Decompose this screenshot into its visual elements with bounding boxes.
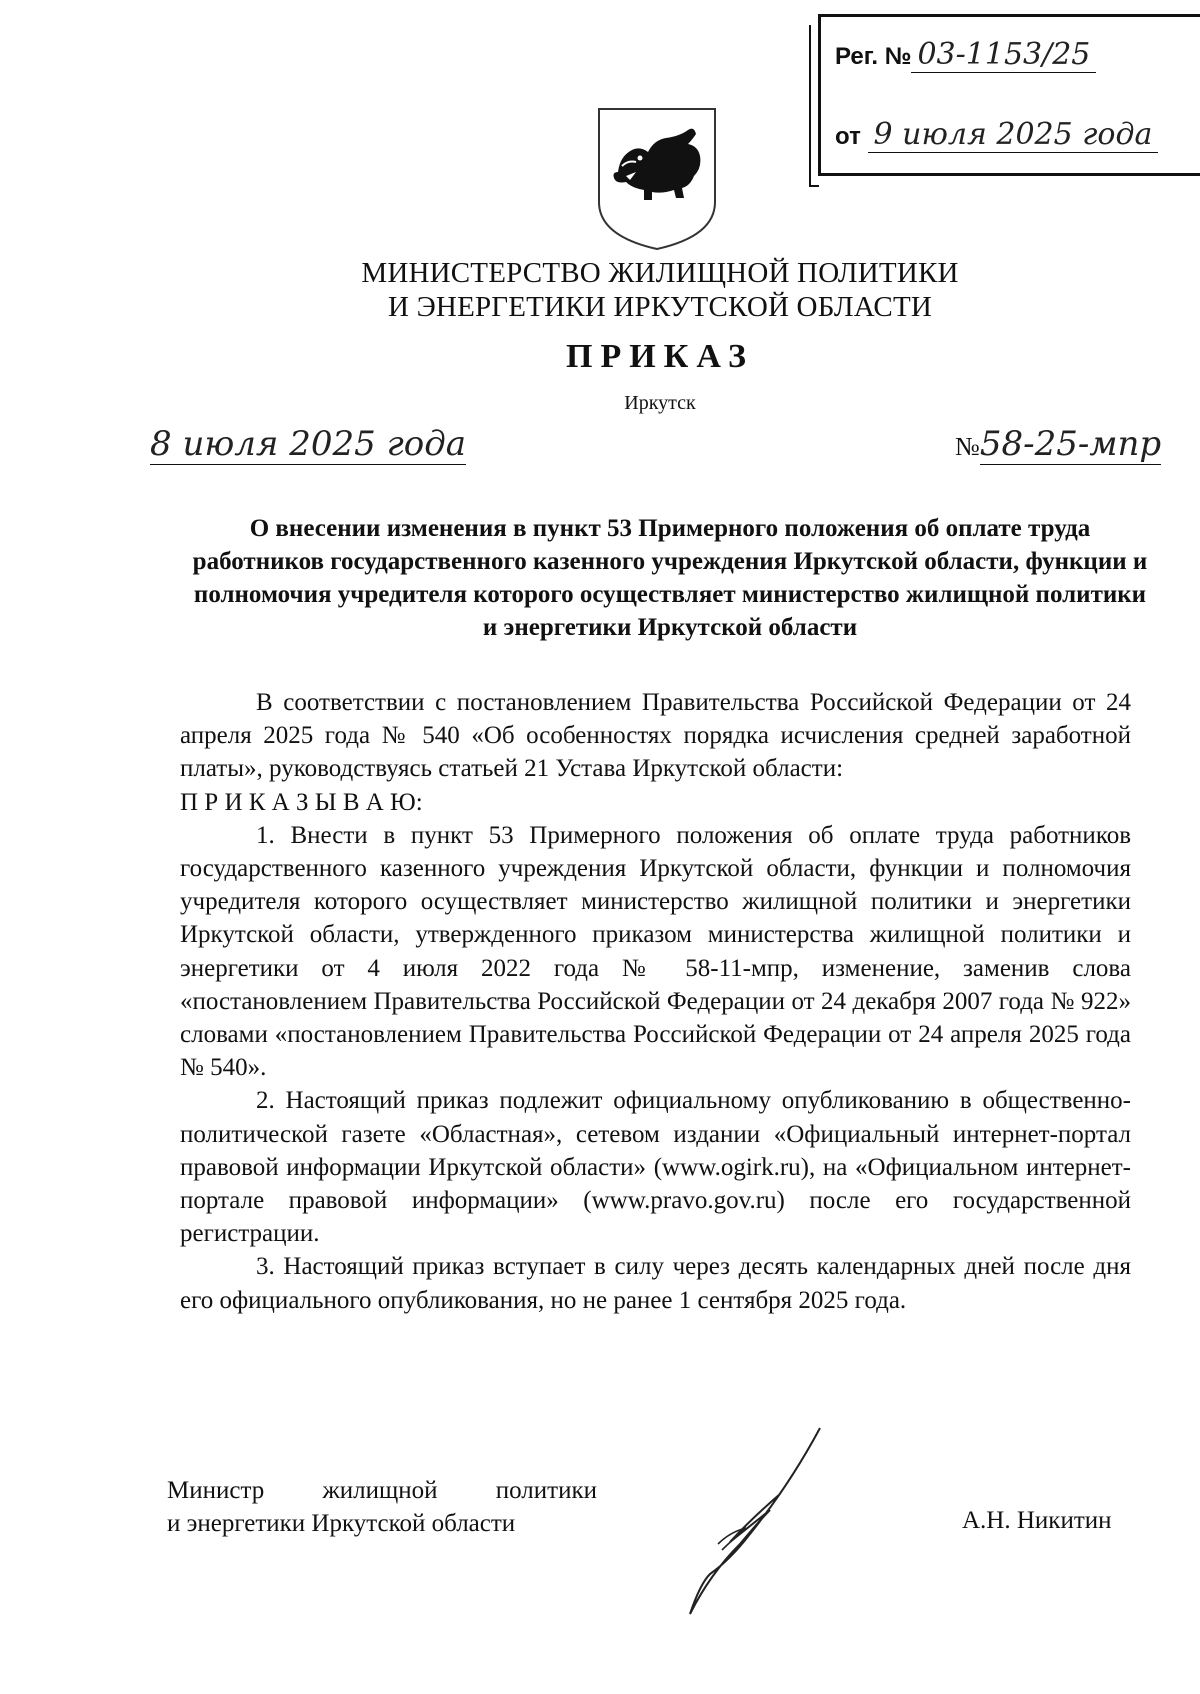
document-subject: О внесении изменения в пункт 53 Примерного положения об оплате труда работников государственного казенного учреждения Иркутской области, функции и полномочия учредителя которого осуществляет министерство жилищной политики и энергетики Иркутской области	[192, 515, 1148, 641]
body-item-3: 3. Настоящий приказ вступает в силу через десять календарных дней после дня его официального опубликования, но не ранее 1 сентября 2025 года.	[180, 1253, 1131, 1314]
signatory-name: А.Н. Никитин	[962, 1507, 1112, 1534]
body-order-word: П Р И К А З Ы В А Ю:	[180, 788, 423, 816]
document-city: Иркутск	[624, 392, 696, 414]
stamp-date-value: 9 июля 2025 года	[868, 117, 1159, 153]
handwritten-signature	[670, 1424, 890, 1624]
ministry-line-2: И ЭНЕРГЕТИКИ ИРКУТСКОЙ ОБЛАСТИ	[387, 291, 932, 323]
stamp-reg-number: 03-1153/25	[911, 37, 1096, 73]
document-type: ПРИКАЗ	[566, 338, 754, 375]
stamp-reg-line	[835, 37, 1096, 72]
order-number-value: 58-25-мпр	[979, 424, 1162, 464]
signatory-position	[167, 1474, 597, 1540]
registration-stamp	[818, 14, 1200, 176]
document-body	[180, 686, 1131, 1317]
body-preamble: В соответствии с постановлением Правительства Российской Федерации от 24 апреля 2025 года № 540 «Об особенностях порядка исчисления средней заработной платы», руководствуясь статьей 21 Устава Иркутской области:	[180, 689, 1131, 783]
order-number	[955, 424, 1161, 464]
signatory-position-line-2: и энергетики Иркутской области	[167, 1510, 516, 1537]
ministry-heading	[0, 256, 1200, 324]
stamp-date-label: от	[835, 123, 861, 150]
body-item-1: 1. Внести в пункт 53 Примерного положения об оплате труда работников государственного казенного учреждения Иркутской области, функции и полномочия учредителя которого осуществляет министерство жилищной политики и энергетики Иркутской области, утвержденного приказом министерства жилищной политики и энергетики от 4 июля 2022 года № 58-11-мпр, изменение, заменив слова «постановлением Правительства Российской Федерации от 24 декабря 2007 года № 922» словами «постановлением Правительства Российской Федерации от 24 апреля 2025 года № 540».	[180, 821, 1131, 1082]
signatory-position-line-1: Министр жилищной политики	[167, 1477, 597, 1504]
order-number-label: №	[955, 432, 980, 461]
ministry-line-1: МИНИСТЕРСТВО ЖИЛИЩНОЙ ПОЛИТИКИ	[361, 257, 959, 289]
stamp-reg-label: Рег. №	[835, 43, 912, 70]
order-date	[150, 424, 466, 464]
stamp-shadow-border	[809, 25, 819, 187]
body-item-2: 2. Настоящий приказ подлежит официальному опубликованию в общественно-политической газете «Областная», сетевом издании «Официальный интернет-портал правовой информации Иркутской области» (www.ogirk.ru), на «Официальном интернет-портале правовой информации» (www.pravo.gov.ru) после его государственной регистрации.	[180, 1087, 1131, 1248]
order-date-value: 8 июля 2025 года	[150, 424, 467, 464]
stamp-date-line	[835, 117, 1158, 152]
coat-of-arms-icon	[596, 106, 718, 252]
